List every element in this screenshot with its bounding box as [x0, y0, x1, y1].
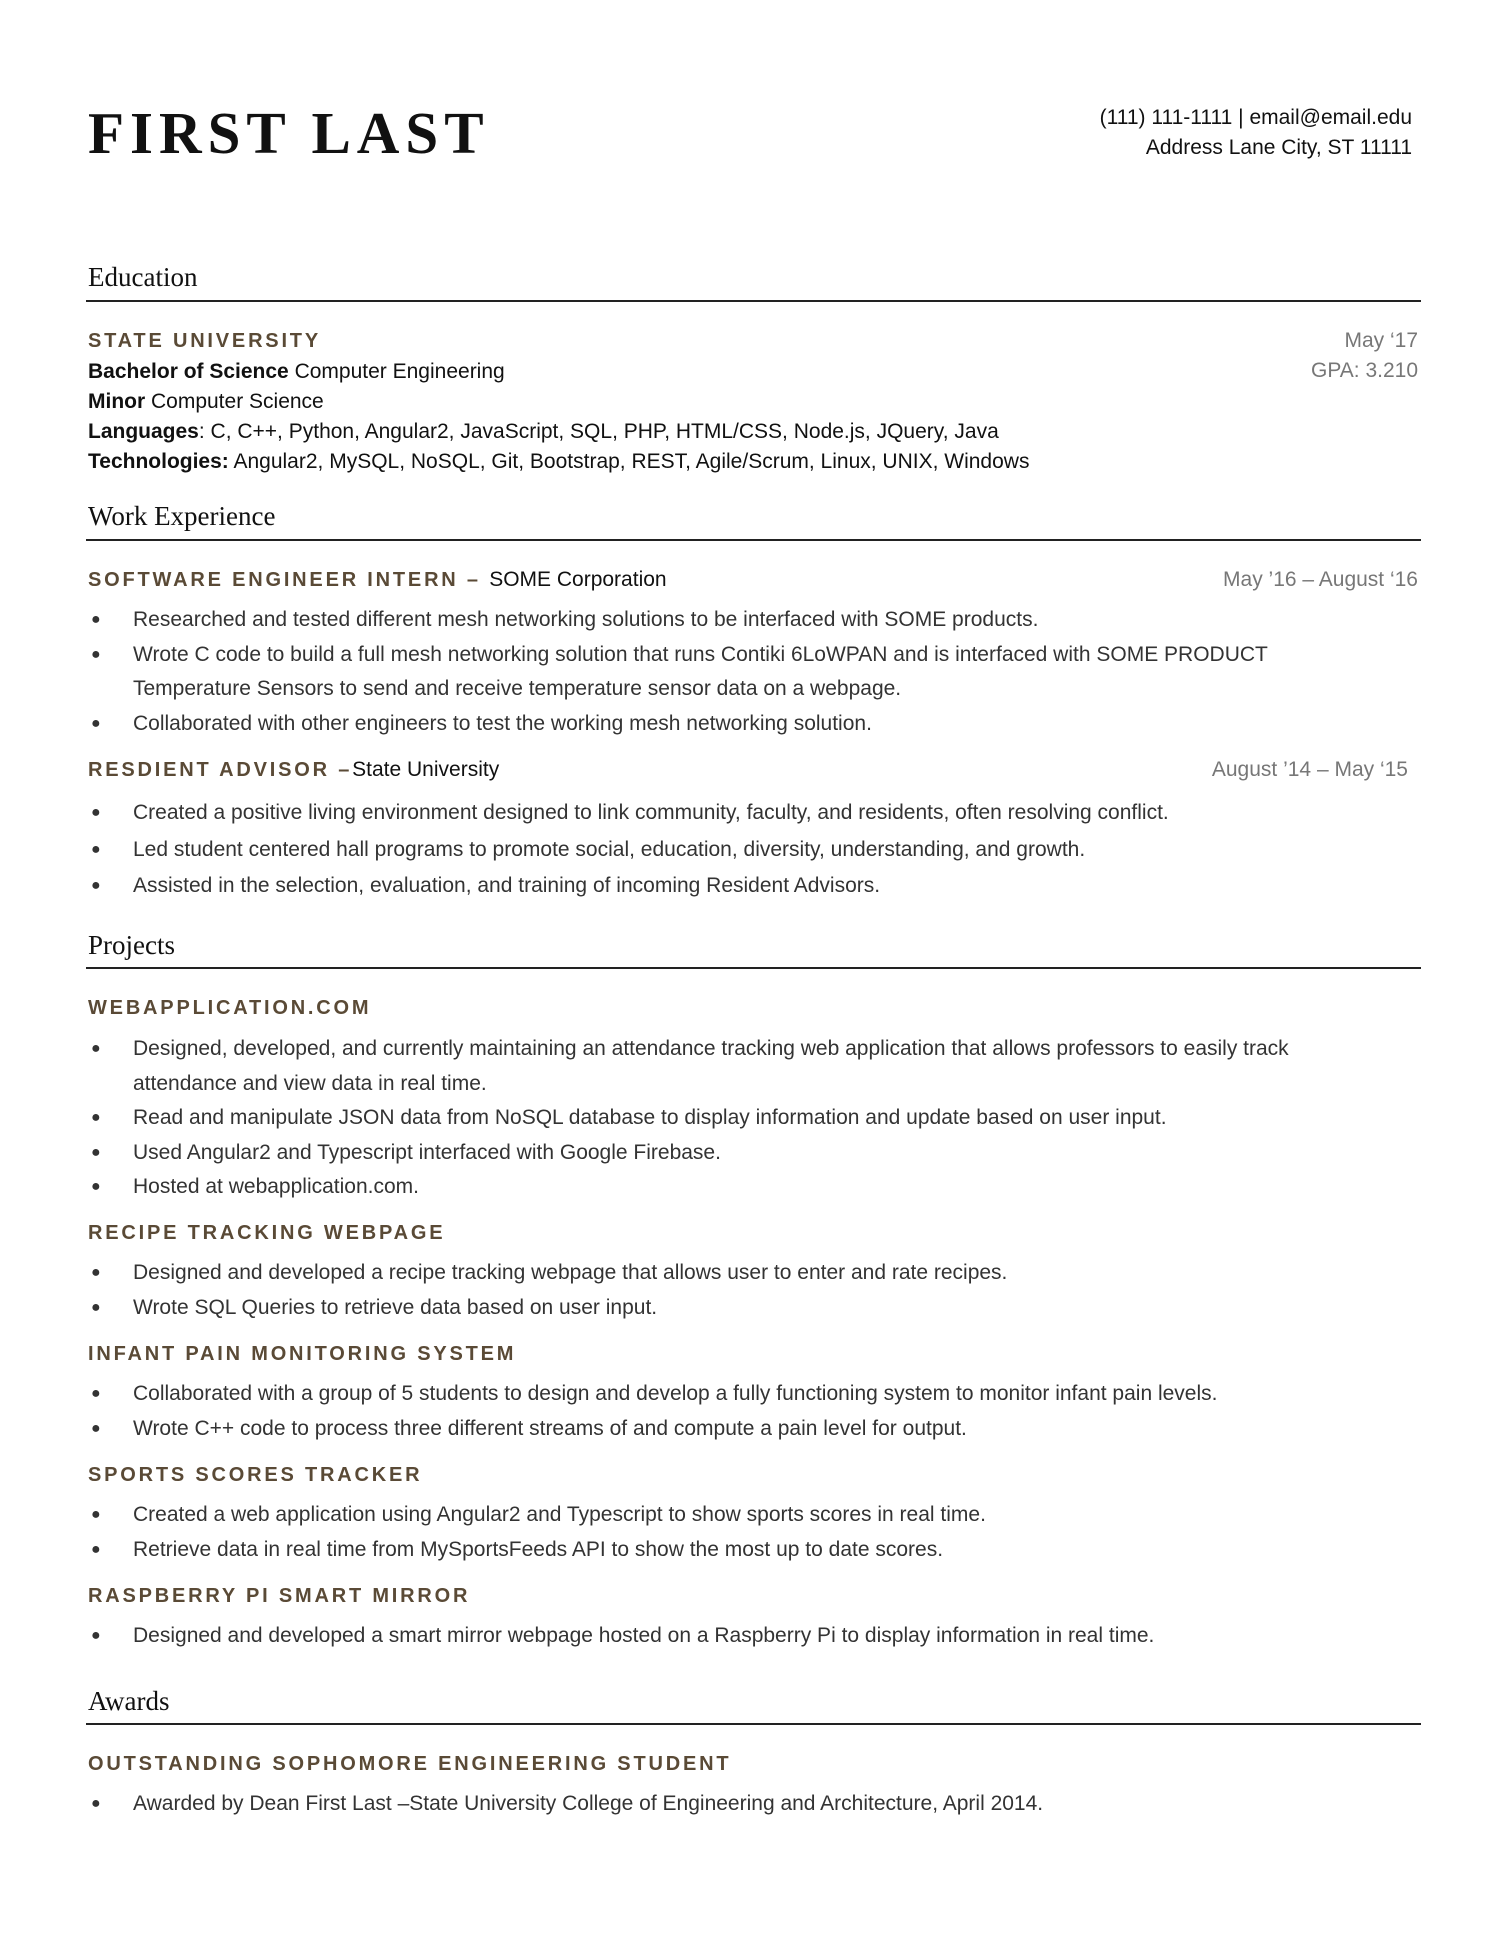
bullet-dot-icon: ● — [91, 1540, 101, 1558]
job-dates: August ’14 – May ‘15 — [1211, 758, 1408, 781]
project-bullet-list — [88, 1377, 1328, 1446]
list-item: ● Collaborated with other engineers to test the working mesh networking solution. — [88, 707, 1328, 742]
job-dates: May ’16 – August ‘16 — [1223, 568, 1418, 591]
project-bullet-list — [88, 1256, 1328, 1325]
candidate-name: FIRST LAST — [88, 100, 490, 166]
project-name: WEBAPPLICATION.COM — [88, 997, 372, 1019]
school-name: STATE UNIVERSITY — [88, 330, 321, 352]
contact-phone-email: (111) 111-1111 | email@email.edu — [1099, 106, 1412, 129]
graduation-date: May ‘17 — [1344, 329, 1418, 352]
bullet-dot-icon: ● — [91, 645, 101, 663]
project-name: INFANT PAIN MONITORING SYSTEM — [88, 1343, 517, 1365]
languages-value: : C, C++, Python, Angular2, JavaScript, SQL, PHP, HTML/CSS, Node.js, JQuery, Java — [198, 420, 999, 443]
degree-line — [88, 357, 505, 387]
list-item: ● Hosted at webapplication.com. — [88, 1170, 1328, 1205]
list-item: ● Used Angular2 and Typescript interfaced with Google Firebase. — [88, 1136, 1328, 1171]
bullet-dot-icon: ● — [91, 1419, 101, 1437]
minor-label: Minor — [88, 390, 146, 413]
project-name: RASPBERRY PI SMART MIRROR — [88, 1585, 471, 1607]
award-name: OUTSTANDING SOPHOMORE ENGINEERING STUDENT — [88, 1753, 732, 1775]
job-title — [88, 566, 667, 594]
list-item: ● Collaborated with a group of 5 students to design and develop a fully functioning system to monitor infant pain levels. — [88, 1377, 1328, 1412]
degree-label: Bachelor of Science — [88, 360, 289, 383]
list-item: ● Created a positive living environment designed to link community, faculty, and residents, often resolving conflict. — [88, 795, 1328, 832]
job-title — [88, 756, 499, 784]
project-name: RECIPE TRACKING WEBPAGE — [88, 1222, 446, 1244]
list-item: ● Read and manipulate JSON data from NoSQL database to display information and update based on user input. — [88, 1101, 1328, 1136]
project-name: SPORTS SCORES TRACKER — [88, 1464, 423, 1486]
list-item: ● Designed and developed a smart mirror webpage hosted on a Raspberry Pi to display information in real time. — [88, 1619, 1328, 1654]
award-bullet-list — [88, 1787, 1328, 1822]
list-item: ● Led student centered hall programs to promote social, education, diversity, understanding, and growth. — [88, 832, 1328, 869]
bullet-dot-icon: ● — [91, 611, 101, 628]
bullet-dot-icon: ● — [91, 1298, 101, 1316]
job-role: SOFTWARE ENGINEER INTERN – — [88, 569, 490, 591]
technologies-line — [88, 447, 1029, 477]
project-bullet-list — [88, 1032, 1328, 1205]
technologies-value: Angular2, MySQL, NoSQL, Git, Bootstrap, REST, Agile/Scrum, Linux, UNIX, Windows — [228, 450, 1030, 473]
section-title-work-experience: Work Experience — [88, 501, 276, 531]
bullet-dot-icon: ● — [91, 714, 101, 732]
list-item: ● Wrote C++ code to process three different streams of and compute a pain level for output. — [88, 1412, 1328, 1447]
project-bullet-list — [88, 1619, 1328, 1654]
bullet-dot-icon: ● — [91, 1040, 101, 1057]
minor-line — [88, 387, 324, 417]
section-divider — [86, 1723, 1421, 1725]
bullet-dot-icon: ● — [91, 1795, 101, 1812]
list-item: ● Awarded by Dean First Last –State University College of Engineering and Architecture, April 2014. — [88, 1787, 1328, 1822]
list-item: ● Retrieve data in real time from MySportsFeeds API to show the most up to date scores. — [88, 1533, 1328, 1568]
section-divider — [86, 539, 1421, 541]
list-item: ● Designed and developed a recipe tracking webpage that allows user to enter and rate recipes. — [88, 1256, 1328, 1291]
section-title-awards: Awards — [88, 1686, 170, 1716]
job-role: RESDIENT ADVISOR – — [88, 759, 353, 781]
section-title-projects: Projects — [88, 930, 175, 960]
project-bullet-list — [88, 1498, 1328, 1567]
bullet-dot-icon: ● — [91, 1143, 101, 1161]
bullet-dot-icon: ● — [91, 1385, 101, 1402]
bullet-dot-icon: ● — [91, 1178, 101, 1195]
job-bullet-list — [88, 795, 1328, 905]
job-organization: State University — [352, 758, 500, 781]
bullet-dot-icon: ● — [91, 804, 101, 821]
bullet-dot-icon: ● — [91, 1109, 101, 1126]
bullet-dot-icon: ● — [91, 1627, 101, 1644]
languages-label: Languages — [88, 420, 199, 443]
section-divider — [86, 300, 1421, 302]
gpa-value: GPA: 3.210 — [1310, 359, 1418, 382]
contact-address: Address Lane City, ST 11111 — [1145, 136, 1412, 159]
list-item: ● Created a web application using Angular2 and Typescript to show sports scores in real time. — [88, 1498, 1328, 1533]
contact-block — [1100, 103, 1412, 163]
job-bullet-list — [88, 603, 1328, 741]
section-divider — [86, 967, 1421, 969]
bullet-dot-icon: ● — [91, 877, 101, 894]
job-organization: SOME Corporation — [489, 568, 667, 591]
languages-line — [88, 417, 999, 447]
list-item: ● Wrote C code to build a full mesh networking solution that runs Contiki 6LoWPAN and is interfaced with SOME PRODUCT Temperature Sensors to send and receive temperature sensor data on a webpage. — [88, 638, 1328, 707]
technologies-label: Technologies: — [88, 450, 229, 473]
list-item: ● Assisted in the selection, evaluation, and training of incoming Resident Advisors. — [88, 868, 1328, 905]
bullet-dot-icon: ● — [91, 840, 101, 858]
degree-value: Computer Engineering — [288, 360, 505, 383]
bullet-dot-icon: ● — [91, 1506, 101, 1523]
list-item: ● Wrote SQL Queries to retrieve data based on user input. — [88, 1291, 1328, 1326]
minor-value: Computer Science — [145, 390, 324, 413]
list-item: ● Designed, developed, and currently maintaining an attendance tracking web application that allows professors to easily track attendance and view data in real time. — [88, 1032, 1328, 1101]
bullet-dot-icon: ● — [91, 1264, 101, 1281]
section-title-education: Education — [88, 262, 198, 292]
list-item: ● Researched and tested different mesh networking solutions to be interfaced with SOME products. — [88, 603, 1328, 638]
